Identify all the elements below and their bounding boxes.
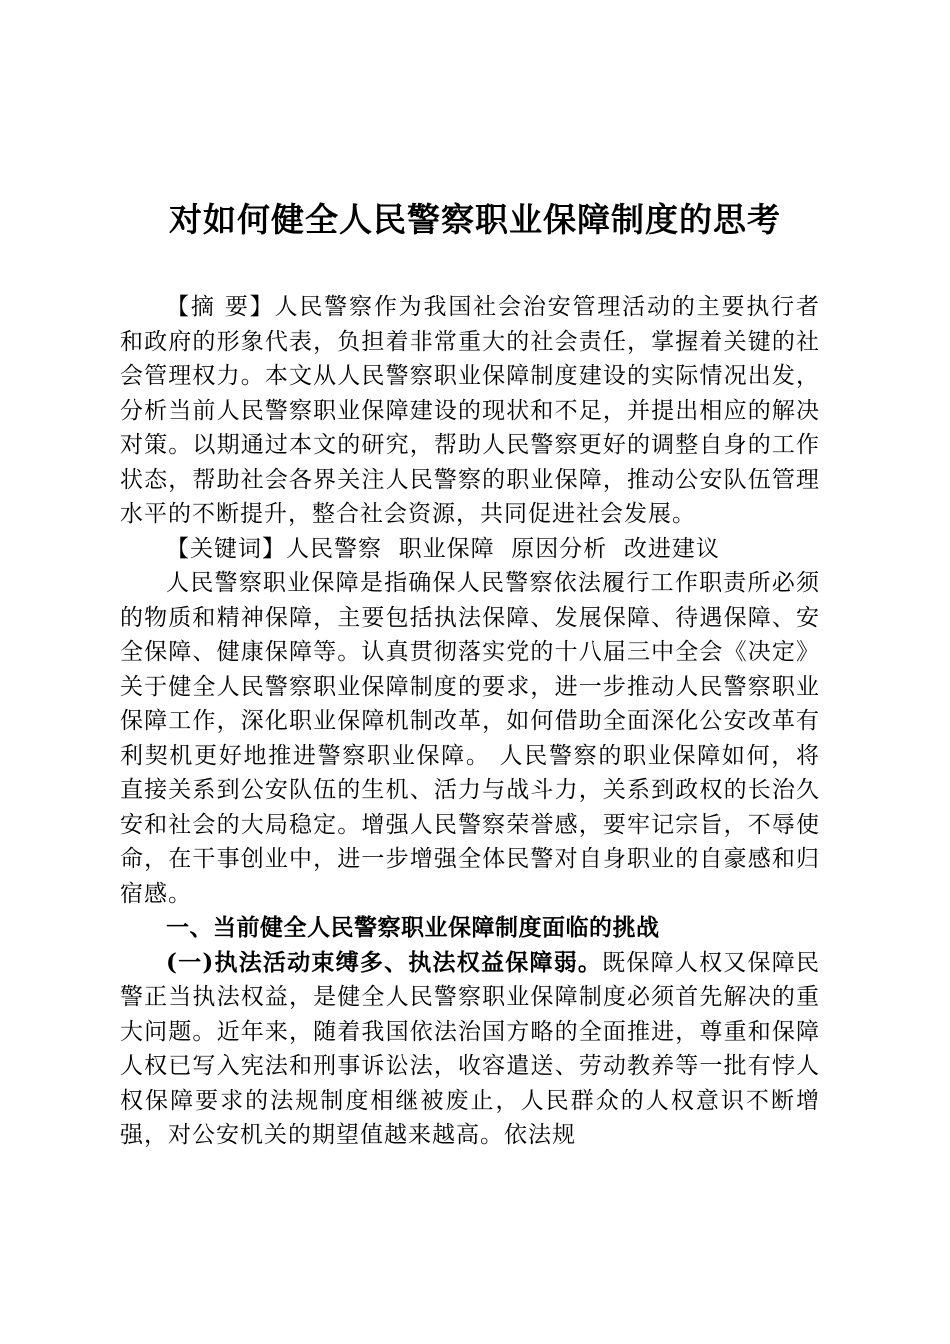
document-body xyxy=(120,290,820,1153)
keywords-text: 人民警察 职业保障 原因分析 改进建议 xyxy=(286,535,720,562)
abstract-paragraph xyxy=(120,290,820,532)
subsection-one-lead: (一)执法活动束缚多、执法权益保障弱。 xyxy=(166,948,603,976)
abstract-label: 【摘 要】 xyxy=(166,294,275,320)
abstract-text: 人民警察作为我国社会治安管理活动的主要执行者和政府的形象代表，负担着非常重大的社会责任，掌握着关键的社会管理权力。本文从人民警察职业保障制度建设的实际情况出发，分析当前人民警察职业保障建设的现状和不足，并提出相应的解决对策。以期通过本文的研究，帮助人民警察更好的调整自身的工作状态，帮助社会各界关注人民警察的职业保障，推动公安队伍管理水平的不断提升，整合社会资源，共同促进社会发展。 xyxy=(120,294,821,527)
section-one-heading: 一、当前健全人民警察职业保障制度面临的挑战 xyxy=(166,915,660,941)
keywords-label: 【关键词】 xyxy=(166,535,286,562)
intro-paragraph: 人民警察职业保障是指确保人民警察依法履行工作职责所必须的物质和精神保障，主要包括执法保障、发展保障、待遇保障、安全保障、健康保障等。认真贯彻落实党的十八届三中全会《决定》关于健全人民警察职业保障制度的要求，进一步推动人民警察职业保障工作，深化职业保障机制改革，如何借助全面深化公安改革有利契机更好地推进警察职业保障。 人民警察的职业保障如何，将直接关系到公安队伍的生机、活力与战斗力，关系到政权的长治久安和社会的大局稳定。增强人民警察荣誉感，要牢记宗旨，不辱使命，在干事创业中，进一步增强全体民警对自身职业的自豪感和归宿感。 xyxy=(120,570,820,907)
subsection-one-text: 既保障人权又保障民警正当执法权益，是健全人民警察职业保障制度必须首先解决的重大问题。近年来，随着我国依法治国方略的全面推进，尊重和保障人权已写入宪法和刑事诉讼法，收容遣送、劳动教养等一批有悖人权保障要求的法规制度相继被废止，人民群众的人权意识不断增强，对公安机关的期望值越来越高。依法规 xyxy=(120,949,821,1148)
subsection-one-paragraph xyxy=(120,946,820,1153)
document-title: 对如何健全人民警察职业保障制度的思考 xyxy=(169,200,781,239)
keywords-paragraph xyxy=(120,532,820,567)
